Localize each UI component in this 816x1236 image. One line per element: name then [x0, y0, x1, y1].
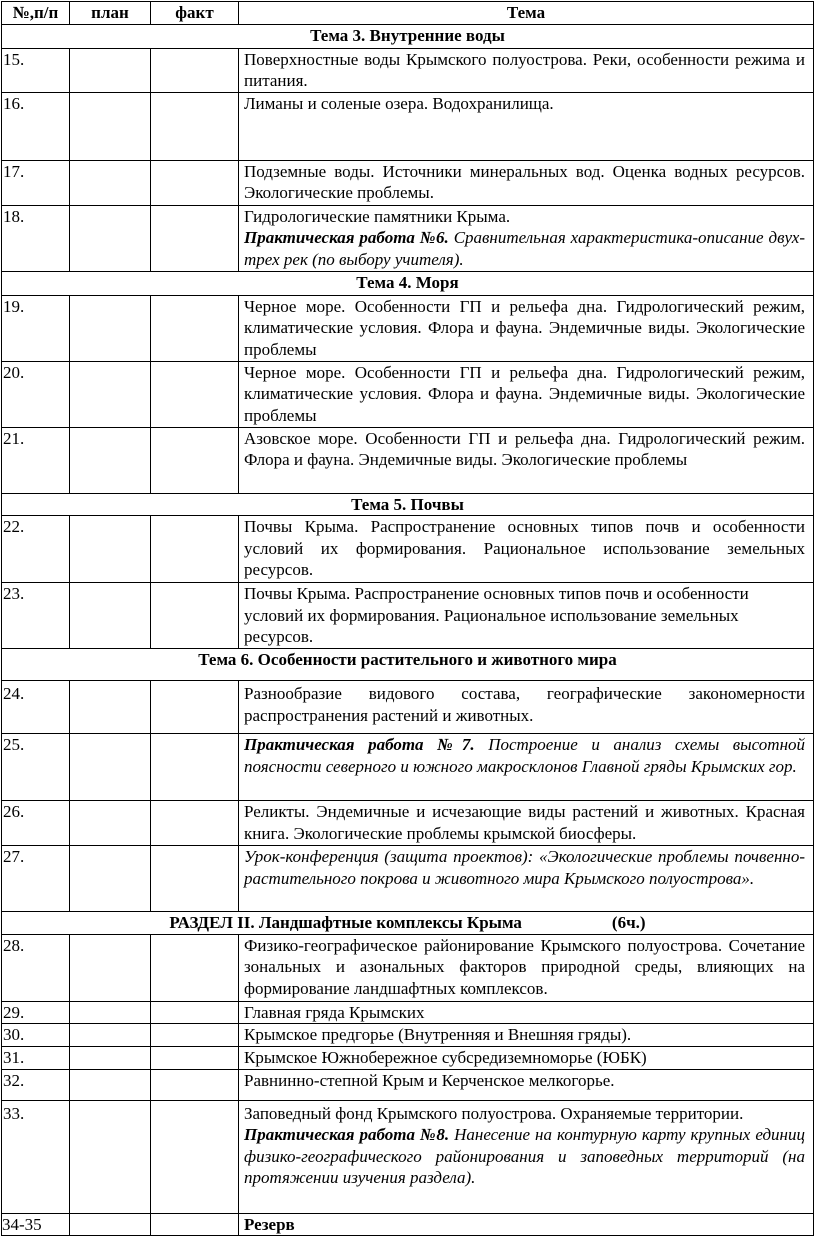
fact-cell — [151, 361, 239, 427]
topic-cell: Разнообразие видового состава, географические закономерности распространения растений и животных. — [239, 681, 814, 734]
plan-cell — [70, 734, 151, 801]
row-number: 16. — [2, 92, 70, 160]
row-number: 24. — [2, 681, 70, 734]
topic-cell: Резерв — [239, 1213, 814, 1236]
plan-cell — [70, 427, 151, 493]
plan-cell — [70, 1100, 151, 1213]
topic-cell: Крымское Южнобережное субсредиземноморье (ЮБК) — [239, 1047, 814, 1070]
row-number: 31. — [2, 1047, 70, 1070]
fact-cell — [151, 1001, 239, 1024]
plan-cell — [70, 516, 151, 583]
fact-cell — [151, 516, 239, 583]
table-row — [2, 1001, 814, 1024]
table-row — [2, 846, 814, 912]
fact-cell — [151, 427, 239, 493]
plan-cell — [70, 1213, 151, 1236]
table-row — [2, 583, 814, 649]
plan-cell — [70, 681, 151, 734]
lesson-plan-table — [1, 1, 814, 1236]
topic-cell: Поверхностные воды Крымского полуострова. Реки, особенности режима и питания. — [239, 48, 814, 92]
topic-text: Заповедный фонд Крымского полуострова. Охраняемые территории. — [244, 1103, 744, 1123]
plan-cell — [70, 846, 151, 912]
section-row — [2, 271, 814, 295]
row-number: 21. — [2, 427, 70, 493]
topic-cell: Почвы Крыма. Распространение основных типов почв и особенности условий их формирования. Рациональное использование земельных ресурсов. — [239, 516, 814, 583]
plan-cell — [70, 801, 151, 846]
plan-cell — [70, 160, 151, 205]
header-topic: Тема — [239, 2, 814, 25]
header-num: №,п/п — [2, 2, 70, 25]
header-row — [2, 2, 814, 25]
topic-cell: Главная гряда Крымских — [239, 1001, 814, 1024]
section-title: Тема 4. Моря — [2, 271, 814, 295]
fact-cell — [151, 1213, 239, 1236]
row-number: 27. — [2, 846, 70, 912]
table-row — [2, 681, 814, 734]
practical-description: Нанесение на контурную карту крупных единиц физико-географического районирования и заповедных территорий (на протяжении изучения раздела). — [244, 1125, 805, 1187]
topic-cell: Урок-конференция (защита проектов): «Экологические проблемы почвенно-растительного покрова и животного мира Крымского полуострова». — [239, 846, 814, 912]
plan-cell — [70, 1001, 151, 1024]
section-row — [2, 912, 814, 935]
topic-cell — [239, 205, 814, 271]
fact-cell — [151, 205, 239, 271]
fact-cell — [151, 1047, 239, 1070]
topic-cell: Крымское предгорье (Внутренняя и Внешняя гряды). — [239, 1024, 814, 1047]
topic-text: Гидрологические памятники Крыма. — [244, 206, 511, 226]
table-row — [2, 1047, 814, 1070]
row-number: 22. — [2, 516, 70, 583]
section-title: Тема 5. Почвы — [2, 493, 814, 516]
fact-cell — [151, 934, 239, 1001]
section-row — [2, 493, 814, 516]
plan-cell — [70, 361, 151, 427]
fact-cell — [151, 160, 239, 205]
table-row — [2, 1024, 814, 1047]
section-hours: (6ч.) — [611, 913, 646, 932]
fact-cell — [151, 92, 239, 160]
section-row — [2, 24, 814, 48]
practical-title: Практическая работа №6. — [244, 228, 449, 247]
fact-cell — [151, 48, 239, 92]
topic-cell — [239, 734, 814, 801]
practical-description: Сравнительная характеристика-описание двух-трех рек (по выбору учителя). — [244, 228, 806, 269]
header-plan: план — [70, 2, 151, 25]
topic-cell: Почвы Крыма. Распространение основных типов почв и особенности условий их формирования. Рациональное использование земельных ресурсов. — [239, 583, 814, 649]
topic-cell: Черное море. Особенности ГП и рельефа дна. Гидрологический режим, климатические условия. Флора и фауна. Эндемичные виды. Экологические проблемы — [239, 361, 814, 427]
topic-cell: Черное море. Особенности ГП и рельефа дна. Гидрологический режим, климатические условия. Флора и фауна. Эндемичные виды. Экологические проблемы — [239, 295, 814, 361]
practical-title: Практическая работа №8. — [244, 1125, 450, 1144]
row-number: 32. — [2, 1069, 70, 1100]
plan-cell — [70, 205, 151, 271]
table-row — [2, 1213, 814, 1236]
table-row — [2, 1100, 814, 1213]
row-number: 19. — [2, 295, 70, 361]
row-number: 29. — [2, 1001, 70, 1024]
row-number: 28. — [2, 934, 70, 1001]
fact-cell — [151, 734, 239, 801]
fact-cell — [151, 846, 239, 912]
section-title — [2, 912, 814, 935]
plan-cell — [70, 48, 151, 92]
row-number: 26. — [2, 801, 70, 846]
table-row — [2, 427, 814, 493]
plan-cell — [70, 583, 151, 649]
table-row — [2, 295, 814, 361]
row-number: 34-35 — [2, 1213, 70, 1236]
section-title-text: РАЗДЕЛ II. Ландшафтные комплексы Крыма — [169, 913, 522, 932]
table-row — [2, 516, 814, 583]
table-row — [2, 160, 814, 205]
plan-cell — [70, 1069, 151, 1100]
plan-cell — [70, 934, 151, 1001]
practical-title: Практическая работа №7. — [244, 735, 475, 754]
fact-cell — [151, 1100, 239, 1213]
plan-cell — [70, 1024, 151, 1047]
topic-cell: Азовское море. Особенности ГП и рельефа дна. Гидрологический режим. Флора и фауна. Эндемичные виды. Экологические проблемы — [239, 427, 814, 493]
practical-work — [244, 227, 805, 270]
row-number: 30. — [2, 1024, 70, 1047]
topic-cell: Лиманы и соленые озера. Водохранилища. — [239, 92, 814, 160]
fact-cell — [151, 295, 239, 361]
table-row — [2, 205, 814, 271]
topic-cell: Реликты. Эндемичные и исчезающие виды растений и животных. Красная книга. Экологические проблемы крымской биосферы. — [239, 801, 814, 846]
plan-cell — [70, 1047, 151, 1070]
fact-cell — [151, 681, 239, 734]
plan-cell — [70, 295, 151, 361]
fact-cell — [151, 1024, 239, 1047]
table-row — [2, 1069, 814, 1100]
row-number: 33. — [2, 1100, 70, 1213]
row-number: 17. — [2, 160, 70, 205]
plan-cell — [70, 92, 151, 160]
table-row — [2, 801, 814, 846]
row-number: 20. — [2, 361, 70, 427]
table-row — [2, 934, 814, 1001]
fact-cell — [151, 583, 239, 649]
row-number: 18. — [2, 205, 70, 271]
section-title: Тема 3. Внутренние воды — [2, 24, 814, 48]
table-row — [2, 48, 814, 92]
practical-description: Построение и анализ схемы высотной поясности северного и южного макросклонов Главной гряды Крымских гор. — [244, 735, 805, 776]
header-fact: факт — [151, 2, 239, 25]
row-number: 25. — [2, 734, 70, 801]
topic-cell: Подземные воды. Источники минеральных вод. Оценка водных ресурсов. Экологические проблемы. — [239, 160, 814, 205]
table-row — [2, 361, 814, 427]
section-row — [2, 649, 814, 681]
topic-cell: Физико-географическое районирование Крымского полуострова. Сочетание зональных и азональных факторов природной среды, влияющих на формирование ландшафтных комплексов. — [239, 934, 814, 1001]
table-row — [2, 92, 814, 160]
section-title: Тема 6. Особенности растительного и животного мира — [2, 649, 814, 681]
fact-cell — [151, 801, 239, 846]
row-number: 23. — [2, 583, 70, 649]
practical-work — [244, 1124, 805, 1189]
fact-cell — [151, 1069, 239, 1100]
table-row — [2, 734, 814, 801]
topic-cell — [239, 1100, 814, 1213]
row-number: 15. — [2, 48, 70, 92]
topic-cell: Равнинно-степной Крым и Керченское мелкогорье. — [239, 1069, 814, 1100]
